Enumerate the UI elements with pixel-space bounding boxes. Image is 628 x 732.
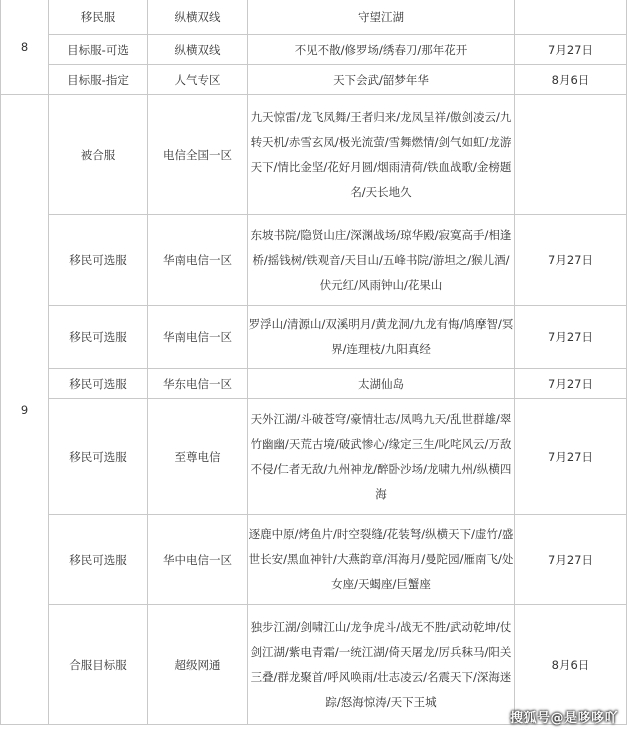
date-cell [515,0,627,35]
type-cell: 移民可选服 [49,369,148,399]
type-cell: 目标服-指定 [49,65,148,95]
servers-cell: 逐鹿中原/烤鱼片/时空裂缝/花装弩/纵横天下/虚竹/盛世长安/黑血神针/大燕韵章/洱海月/曼陀园/雁南飞/处女座/天蝎座/巨蟹座 [248,515,515,605]
date-cell: 7月27日 [515,215,627,306]
table-row [1,515,627,605]
servers-cell: 天下会武/韶梦年华 [248,65,515,95]
servers-cell: 不见不散/修罗场/绣春刀/那年花开 [248,35,515,65]
date-cell: 7月27日 [515,35,627,65]
servers-cell: 太湖仙岛 [248,369,515,399]
type-cell: 合服目标服 [49,605,148,725]
date-cell [515,95,627,215]
table-row [1,95,627,215]
servers-cell: 守望江湖 [248,0,515,35]
table-row [1,306,627,369]
line-cell: 华南电信一区 [148,215,248,306]
table-row [1,0,627,35]
table-row [1,215,627,306]
watermark: 搜狐号@是哆哆吖 [509,711,618,726]
line-cell: 华南电信一区 [148,306,248,369]
type-cell: 移民服 [49,0,148,35]
servers-cell: 东坡书院/隐贤山庄/深渊战场/琼华殿/寂寞高手/相逢桥/摇钱树/铁观音/天目山/五峰书院/游坦之/猴儿酒/伏元红/风雨钟山/花果山 [248,215,515,306]
type-cell: 移民可选服 [49,306,148,369]
table-row [1,399,627,515]
type-cell: 目标服-可选 [49,35,148,65]
date-cell: 7月27日 [515,369,627,399]
servers-cell: 独步江湖/剑啸江山/龙争虎斗/战无不胜/武动乾坤/仗剑江湖/紫电青霜/一统江湖/倚天屠龙/厉兵秣马/阳关三叠/群龙聚首/呼风唤雨/壮志凌云/名震天下/深海迷踪/怒海惊涛/天下王城 [248,605,515,725]
line-cell: 纵横双线 [148,0,248,35]
table-row [1,65,627,95]
group-cell: 9 [1,95,49,725]
type-cell: 移民可选服 [49,215,148,306]
line-cell: 超级网通 [148,605,248,725]
type-cell: 移民可选服 [49,515,148,605]
servers-cell: 九天惊雷/龙飞凤舞/王者归来/龙凤呈祥/傲剑凌云/九转天机/赤雪玄凤/极光流萤/雪舞燃情/剑气如虹/龙游天下/情比金坚/花好月圆/烟雨清荷/铁血战歌/金榜题名/天长地久 [248,95,515,215]
date-cell: 7月27日 [515,515,627,605]
group-cell: 8 [1,0,49,95]
date-cell: 7月27日 [515,399,627,515]
line-cell: 华中电信一区 [148,515,248,605]
servers-cell: 罗浮山/清源山/双溪明月/黄龙洞/九龙有悔/鸠摩智/冥界/连理枝/九阳真经 [248,306,515,369]
line-cell: 至尊电信 [148,399,248,515]
table-row [1,369,627,399]
date-cell: 7月27日 [515,306,627,369]
line-cell: 华东电信一区 [148,369,248,399]
date-cell: 8月6日 [515,65,627,95]
line-cell: 电信全国一区 [148,95,248,215]
line-cell: 人气专区 [148,65,248,95]
type-cell: 被合服 [49,95,148,215]
date-cell: 8月6日 [515,605,627,725]
type-cell: 移民可选服 [49,399,148,515]
servers-cell: 天外江湖/斗破苍穹/豪情壮志/凤鸣九天/乱世群雄/翠竹幽幽/天荒古境/破武惨心/缘定三生/叱咤风云/万敌不侵/仁者无敌/九州神龙/醉卧沙场/龙啸九州/纵横四海 [248,399,515,515]
line-cell: 纵横双线 [148,35,248,65]
table-row [1,35,627,65]
